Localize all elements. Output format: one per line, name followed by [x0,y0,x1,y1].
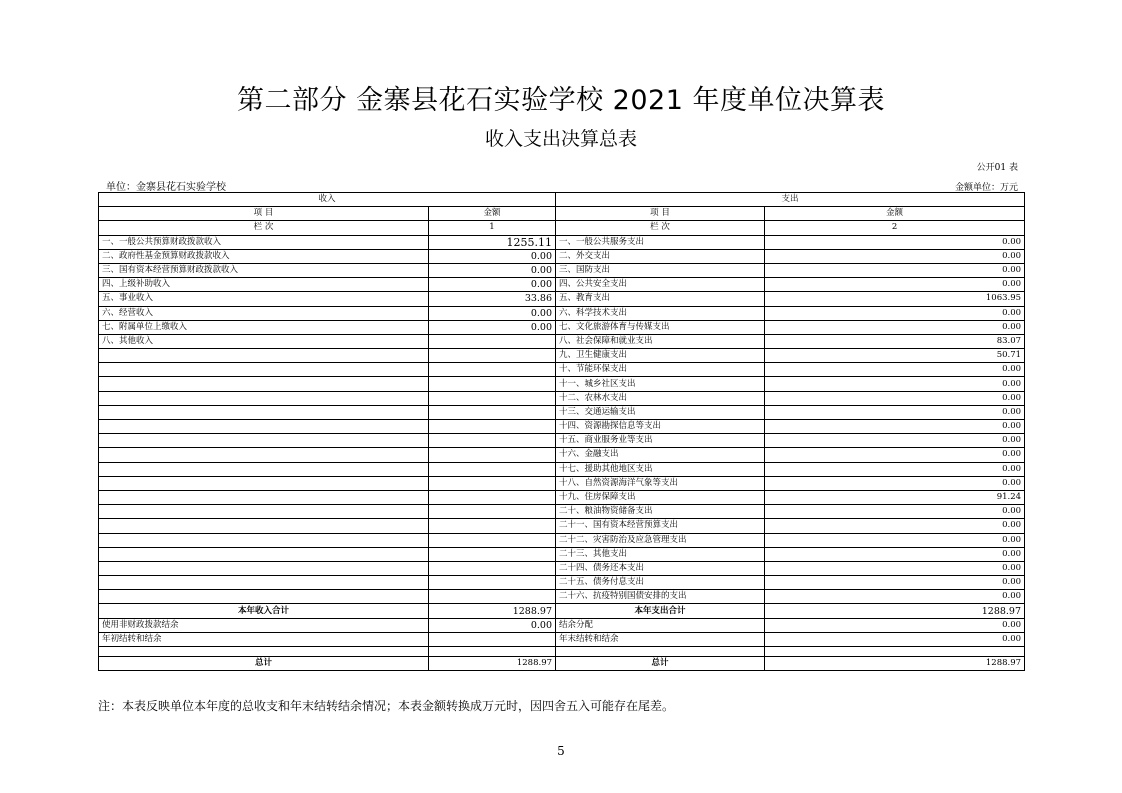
income-expense-table [98,192,1025,671]
grand-total-row [99,657,1025,671]
table-row [99,263,1025,277]
income-item-label [99,490,429,504]
income-item-label [99,462,429,476]
income-item-amount [429,476,556,490]
income-item-label: 年初结转和结余 [99,632,429,646]
col-item-header: 项 目 [556,207,765,221]
income-item-label [99,391,429,405]
expense-item-amount: 83.07 [765,334,1025,348]
income-item-label [99,533,429,547]
expense-item-label: 二十六、抗疫特别国债安排的支出 [556,590,765,604]
income-item-label: 一、一般公共预算财政拨款收入 [99,235,429,249]
row-label-cell: 栏 次 [556,221,765,235]
expense-item-amount: 0.00 [765,462,1025,476]
table-row [99,349,1025,363]
expense-item-label: 十九、住房保障支出 [556,490,765,504]
expense-item-label: 十七、援助其他地区支出 [556,462,765,476]
table-row [99,235,1025,249]
expense-item-amount: 0.00 [765,278,1025,292]
income-item-amount: 0.00 [429,618,556,632]
col-number-cell: 2 [765,221,1025,235]
table-row [99,334,1025,348]
table-row [99,278,1025,292]
income-item-label: 四、上级补助收入 [99,278,429,292]
expense-item-amount: 50.71 [765,349,1025,363]
expense-item-label: 十四、资源勘探信息等支出 [556,420,765,434]
expense-item-amount: 0.00 [765,434,1025,448]
grand-total-label: 总计 [556,657,765,671]
expense-item-amount: 0.00 [765,391,1025,405]
income-header: 收入 [99,193,556,207]
expense-item-amount: 0.00 [765,320,1025,334]
income-item-label [99,576,429,590]
income-item-amount [429,519,556,533]
table-row [99,405,1025,419]
grand-total-label: 总计 [99,657,429,671]
income-item-amount [429,462,556,476]
income-item-amount [429,590,556,604]
income-item-label [99,519,429,533]
income-item-amount [429,405,556,419]
expense-header: 支出 [556,193,1025,207]
page-title: 第二部分 金寨县花石实验学校 2021 年度单位决算表 [237,85,885,116]
income-item-label [99,420,429,434]
expense-item-amount: 1063.95 [765,292,1025,306]
form-number: 公开01 表 [976,163,1018,173]
table-row [99,292,1025,306]
expense-item-label: 结余分配 [556,618,765,632]
expense-item-label: 八、社会保障和就业支出 [556,334,765,348]
income-item-label [99,363,429,377]
expense-item-amount: 0.00 [765,618,1025,632]
expense-item-amount: 0.00 [765,476,1025,490]
table-row [99,561,1025,575]
expense-item-label: 六、科学技术支出 [556,306,765,320]
col-amount-header: 金额 [765,207,1025,221]
money-unit: 金额单位：万元 [954,183,1018,193]
expense-item-amount: 0.00 [765,632,1025,646]
income-item-amount [429,334,556,348]
table-row [99,306,1025,320]
expense-item-amount: 0.00 [765,561,1025,575]
expense-item-label: 十一、城乡社区支出 [556,377,765,391]
table-row [99,249,1025,263]
expense-item-amount: 0.00 [765,576,1025,590]
income-item-label: 使用非财政拨款结余 [99,618,429,632]
expense-item-label: 十二、农林水支出 [556,391,765,405]
col-amount-header: 金额 [429,207,556,221]
expense-item-label: 十、节能环保支出 [556,363,765,377]
table-row [99,632,1025,646]
table-row [99,576,1025,590]
expense-item-amount: 0.00 [765,448,1025,462]
blank-cell [429,647,556,657]
expense-item-amount: 0.00 [765,306,1025,320]
income-total-label: 本年收入合计 [99,604,429,618]
income-item-amount: 0.00 [429,263,556,277]
expense-item-amount: 0.00 [765,533,1025,547]
income-item-amount [429,632,556,646]
income-item-amount: 33.86 [429,292,556,306]
table-row [99,533,1025,547]
expense-item-label: 十八、自然资源海洋气象等支出 [556,476,765,490]
income-item-amount [429,561,556,575]
table-row [99,476,1025,490]
page-number: 5 [557,744,565,758]
expense-item-label: 年末结转和结余 [556,632,765,646]
blank-row [99,647,1025,657]
income-item-amount [429,391,556,405]
table-row [99,448,1025,462]
table-row [99,590,1025,604]
expense-item-amount: 0.00 [765,363,1025,377]
expense-item-amount: 0.00 [765,420,1025,434]
expense-item-amount: 0.00 [765,547,1025,561]
grand-total-expense: 1288.97 [765,657,1025,671]
table-row [99,547,1025,561]
income-item-label [99,547,429,561]
table-row [99,320,1025,334]
expense-item-label: 七、文化旅游体育与传媒支出 [556,320,765,334]
expense-item-label: 二十、粮油物资储备支出 [556,505,765,519]
income-item-amount [429,505,556,519]
income-item-label [99,561,429,575]
table-row [99,490,1025,504]
income-item-amount: 0.00 [429,278,556,292]
income-item-label: 六、经营收入 [99,306,429,320]
income-item-label [99,377,429,391]
blank-cell [765,647,1025,657]
table-row [99,505,1025,519]
expense-item-label: 十五、商业服务业等支出 [556,434,765,448]
expense-item-amount: 91.24 [765,490,1025,504]
expense-item-label: 四、公共安全支出 [556,278,765,292]
expense-total-amount: 1288.97 [765,604,1025,618]
income-item-label: 二、政府性基金预算财政拨款收入 [99,249,429,263]
income-item-label [99,590,429,604]
income-item-label: 七、附属单位上缴收入 [99,320,429,334]
expense-item-label: 十六、金融支出 [556,448,765,462]
income-item-amount [429,420,556,434]
expense-item-label: 二、外交支出 [556,249,765,263]
expense-item-amount: 0.00 [765,235,1025,249]
income-item-label [99,448,429,462]
income-item-label [99,434,429,448]
income-item-label: 三、国有资本经营预算财政拨款收入 [99,263,429,277]
expense-item-amount: 0.00 [765,405,1025,419]
grand-total-income: 1288.97 [429,657,556,671]
table-row [99,434,1025,448]
income-item-amount [429,547,556,561]
income-item-amount: 1255.11 [429,235,556,249]
expense-item-label: 十三、交通运输支出 [556,405,765,419]
expense-item-amount: 0.00 [765,505,1025,519]
income-item-amount [429,448,556,462]
blank-cell [556,647,765,657]
table-row [99,462,1025,476]
income-total-amount: 1288.97 [429,604,556,618]
row-label-cell: 栏 次 [99,221,429,235]
income-item-amount [429,377,556,391]
reporting-unit: 单位：金寨县花石实验学校 [106,182,226,193]
expense-item-amount: 0.00 [765,519,1025,533]
income-item-label [99,349,429,363]
expense-item-amount: 0.00 [765,263,1025,277]
expense-total-label: 本年支出合计 [556,604,765,618]
expense-item-amount: 0.00 [765,249,1025,263]
expense-item-amount: 0.00 [765,377,1025,391]
footnote: 注：本表反映单位本年度的总收支和年末结转结余情况；本表金额转换成万元时，因四舍五入可能存在尾差。 [98,699,675,713]
expense-item-label: 三、国防支出 [556,263,765,277]
income-item-amount: 0.00 [429,306,556,320]
income-item-label [99,505,429,519]
income-item-amount [429,434,556,448]
expense-item-label: 一、一般公共服务支出 [556,235,765,249]
income-item-amount [429,349,556,363]
table-row [99,377,1025,391]
expense-item-label: 二十四、债务还本支出 [556,561,765,575]
table-subtitle: 收入支出决算总表 [484,128,637,150]
table-row [99,420,1025,434]
income-item-label: 五、事业收入 [99,292,429,306]
expense-item-label: 二十五、债务付息支出 [556,576,765,590]
expense-item-label: 五、教育支出 [556,292,765,306]
income-item-amount [429,363,556,377]
blank-cell [99,647,429,657]
expense-item-amount: 0.00 [765,590,1025,604]
income-item-amount: 0.00 [429,320,556,334]
expense-item-label: 二十三、其他支出 [556,547,765,561]
income-item-label: 八、其他收入 [99,334,429,348]
income-item-amount: 0.00 [429,249,556,263]
col-item-header: 项 目 [99,207,429,221]
expense-item-label: 九、卫生健康支出 [556,349,765,363]
table-row [99,618,1025,632]
col-number-cell: 1 [429,221,556,235]
total-row [99,604,1025,618]
income-item-amount [429,533,556,547]
income-item-label [99,405,429,419]
income-item-label [99,476,429,490]
table-row [99,363,1025,377]
expense-item-label: 二十一、国有资本经营预算支出 [556,519,765,533]
income-item-amount [429,490,556,504]
table-row [99,391,1025,405]
table-row [99,519,1025,533]
expense-item-label: 二十二、灾害防治及应急管理支出 [556,533,765,547]
income-item-amount [429,576,556,590]
